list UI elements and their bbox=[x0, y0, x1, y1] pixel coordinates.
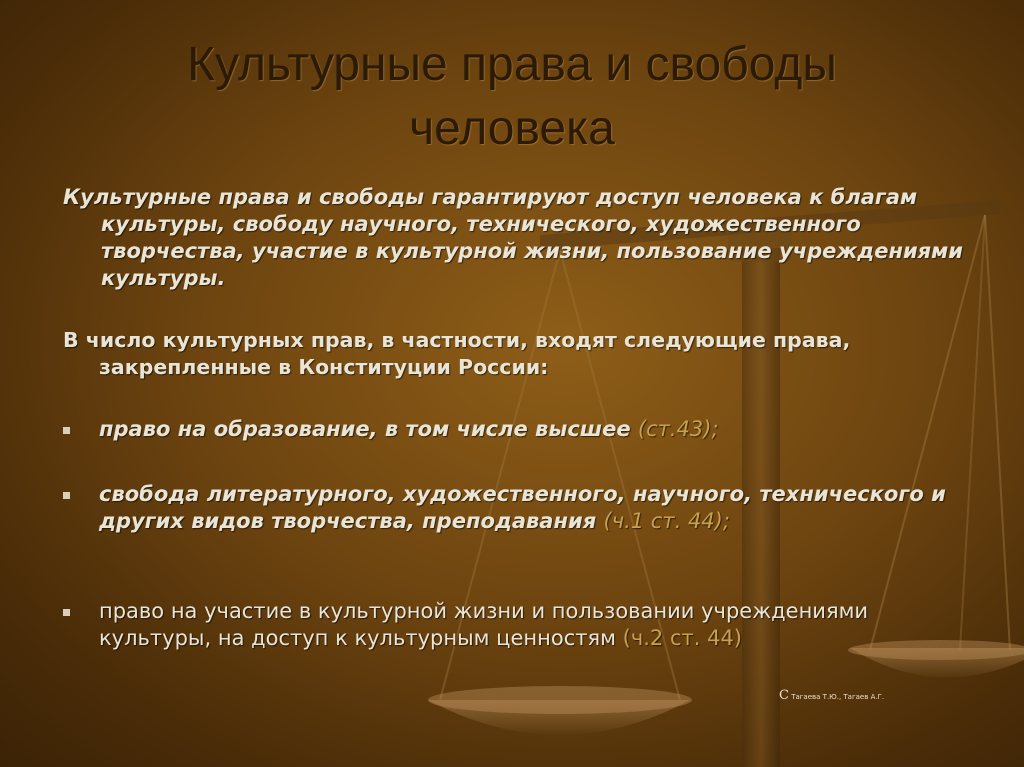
lead-paragraph: В число культурных прав, в частности, входят следующие права, закрепленные в Конституции России: bbox=[63, 328, 851, 379]
article-reference: (ст.43); bbox=[637, 417, 719, 441]
article-reference: (ч.1 ст. 44); bbox=[603, 509, 730, 533]
bullet-text: право на участие в культурной жизни и пользовании учреждениями культуры, на доступ к культурным ценностям bbox=[99, 599, 869, 650]
slide-title-line1: Культурные права и свободы bbox=[187, 38, 837, 91]
bullet-square-icon bbox=[63, 492, 70, 499]
credit-authors: Тагаева Т.Ю., Тагаев А.Г. bbox=[791, 693, 885, 701]
bullet-text: право на образование, в том числе высшее bbox=[99, 417, 638, 441]
article-reference: (ч.2 ст. 44) bbox=[622, 626, 742, 650]
intro-paragraph: Культурные права и свободы гарантируют доступ человека к благам культуры, свободу научного, технического, художественного творчества, участие в культурной жизни, пользование учреждениями культуры. bbox=[63, 185, 964, 290]
bullet-text: свобода литературного, художественного, научного, технического и других видов творчества, преподавания bbox=[99, 482, 946, 533]
bullet-square-icon bbox=[63, 609, 70, 616]
credit-symbol: С bbox=[779, 688, 789, 703]
author-credit bbox=[779, 688, 884, 703]
slide-title-line2: человека bbox=[409, 102, 615, 155]
bullet-square-icon bbox=[63, 427, 70, 434]
